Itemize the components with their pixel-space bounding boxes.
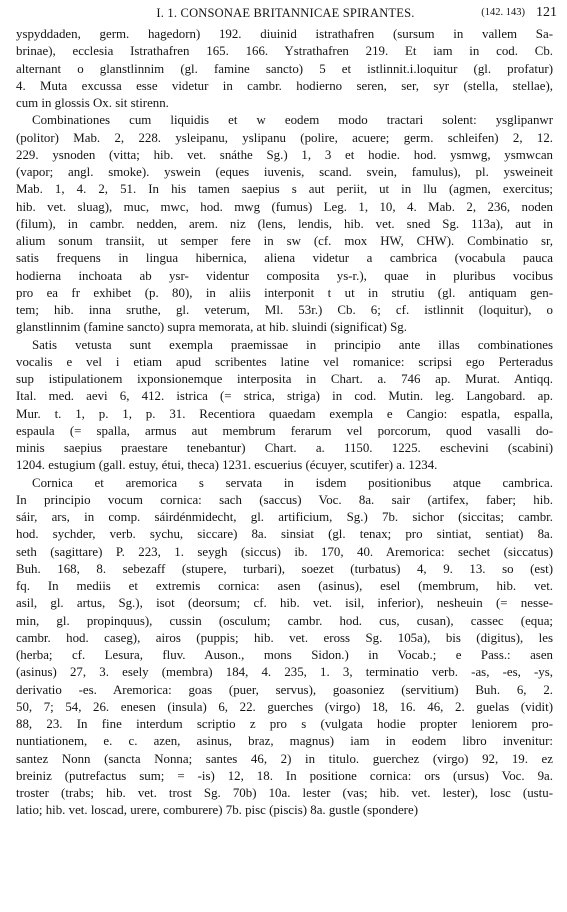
- text-line: glanstlinnim (famine sancto) supra memorata, at hib. sluindi (significat) Sg.: [16, 320, 407, 335]
- body-text: [16, 26, 553, 820]
- running-title: I. 1. CONSONAE BRITANNICAE SPIRANTES.: [156, 6, 415, 20]
- text-line: minis saepius praestare tenebantur) Chart. a. 1150. 1225. eschevini (scabini): [16, 441, 553, 455]
- text-line: nuntiationem, e. c. azen, asinus, braz, magnus) iam in eodem libro invenitur:: [16, 734, 553, 749]
- text-line: satis frequens in lingua hibernica, aliena videtur a cambrica (vocabula pauca: [16, 251, 553, 266]
- text-line: santez Nonn (sancta Nonna; santes 46, 2) in titulo. guerchez (virgo) 92, 19. ez: [16, 751, 553, 766]
- text-line: sup istipulationem ixponsionemque interposita in Chart. a. 746 ap. Murat. Antiqq.: [16, 372, 553, 386]
- text-line: Satis vetusta sunt exempla praemissae in principio ante illas combinationes: [32, 337, 553, 352]
- text-line: sáir, ars, in comp. sáirdénmidecht, gl. artificium, Sg.) 7b. sichor (siccitas; cambr.: [16, 510, 553, 524]
- page-number: 121: [536, 5, 557, 20]
- text-line: Buh. 168, 8. sebezaff (stupere, turbari), soezet (turbatus) 4, 9. 13. so (est): [16, 561, 553, 576]
- text-line: brinae), ecclesia Istrathafren 165. 166. Ystrathafren 219. Et iam in cod. Cb.: [16, 44, 553, 59]
- text-line: breiniz (putrefactus sum; = -is) 12, 18. In positione cornica: ors (ursus) Voc. 9a.: [16, 768, 553, 783]
- text-line: cum in glossis Ox. sit stirenn.: [16, 96, 169, 110]
- text-line: alternant o glanstlinnim (gl. famine sancto) 5 et istlinnit.i.loquitur (gl. profatur): [16, 61, 553, 76]
- text-line: vocalis e vel i etiam apud scribentes latine vel romanice: scripsi ego Perteradus: [16, 354, 553, 369]
- text-line: hod. sychder, verb. sychu, siccare) 8a. sinsiat (gl. tenax; pro sintiat, sentiat) 8a.: [16, 527, 553, 542]
- text-line: (herba; cf. Lesura, fluv. Auson., mons Sidon.) in Vocab.; e Pass.: asen: [16, 648, 553, 662]
- text-line: min, gl. propinquus), cussin (osculum; cambr. hod. cus, cusan), cassec (equa;: [16, 613, 553, 628]
- text-line: asil, gl. artus, Sg.), isot (deorsum; cf. hib. vet. isil, inferior), nesheuin (= nesse-: [16, 596, 553, 611]
- text-line: (vapor; angl. smoke). yswein (eques iuvenis, scand. svein, famulus), pl. ysweineit: [16, 165, 553, 179]
- text-line: 229. ysnoden (vitta; hib. vet. snáthe Sg.) 1, 3 et hodie. hod. ysmwg, ysmwcan: [16, 147, 553, 162]
- text-line: troster (trabs; hib. vet. trost Sg. 70b) 10a. lester (vas; hib. vet. lester), losc (ustu-: [16, 786, 553, 800]
- text-line: espaula (= spalla, armus aut membrum ferarum vel porcorum, quod vasalli do-: [16, 423, 553, 438]
- text-line: (filum), in cambr. nedden, arem. niz (lens, lendis, hib. vet. sned Sg. 113a), aut in: [16, 216, 553, 231]
- text-line: cambr. hod. caseg), airos (puppis; hib. vet. eross Sg. 105a), bis (digitus), les: [16, 630, 553, 645]
- text-line: pro ea fr exhibet (p. 80), in aliis interponit t ut in strutiu (gl. antiquam gen-: [16, 285, 553, 300]
- running-header: [14, 4, 557, 26]
- section-reference: (142. 143): [481, 7, 525, 18]
- text-line: Mur. t. 1, p. 1, p. 31. Recentiora quaedam exempla e Cangio: espatla, espalla,: [16, 406, 553, 421]
- text-line: 88, 23. In fine interdum scriptio z pro s (vulgata hodie propter leniorem pro-: [16, 717, 553, 731]
- text-line: hib. vet. sluag), muc, mwc, hod. mwg (fumus) Leg. 1, 10, 4. Mab. 2, 236, noden: [16, 199, 553, 214]
- text-line: Mab. 1, 4. 2, 51. In his tamen saepius s aut periit, ut in llu (agmen, exercitus;: [16, 182, 553, 197]
- text-line: tem; hib. inna sruthe, gl. veterum, Ml. 53r.) Cb. 6; cf. istlinnit (loquitur), o: [16, 303, 553, 317]
- text-line: latio; hib. vet. loscad, urere, comburere) 7b. pisc (piscis) 8a. gustle (spondere): [16, 803, 418, 818]
- text-line: 50, 7; 54, 26. enesen (insula) 6, 22. guerches (virgo) 18, 16. 46, 2. guelas (vidit): [16, 699, 553, 714]
- text-line: 4. Muta excussa esse videtur in cambr. hodierno seren, ser, syr (stella, stellae),: [16, 78, 553, 93]
- text-line: hodierna inchoata ab ysr- videntur composita ys-r.), quae in pluribus vocibus: [16, 268, 553, 283]
- text-line: Ital. med. aevi 6, 412. istrica (= strica, striga) in cod. Mutin. leg. Langobard. ap.: [16, 389, 553, 404]
- text-line: fq. In mediis et extremis cornica: asen (asinus), esel (membrum, hib. vet.: [16, 579, 553, 593]
- text-line: alium sonum transiit, ut semper fere in sw (cf. mox HW, CHW). Combinatio sr,: [16, 234, 553, 248]
- text-line: derivatio -es. Aremorica: goas (puer, servus), goasoniez (servitium) Buh. 6, 2.: [16, 682, 553, 697]
- text-line: Cornica et aremorica s servata in isdem positionibus atque cambrica.: [32, 475, 553, 490]
- text-line: yspyddaden, germ. hagedorn) 192. diuinid istrathafren (sursum in vallem Sa-: [16, 27, 553, 41]
- text-line: (politor) Mab. 2, 228. ysleipanu, yslipanu (polire, acuere; germ. schleifen) 2, 12.: [16, 130, 553, 145]
- text-line: In principio vocum cornica: sach (saccus) Voc. 8a. sair (artifex, faber; hib.: [16, 492, 553, 507]
- text-line: (asinus) 27, 3. esely (membra) 184, 4. 235, 1. 3, terminatio verb. -as, -es, -ys,: [16, 665, 553, 680]
- text-line: 1204. estugium (gall. estuy, étui, theca) 1231. escuerius (écuyer, scutifer) a. 1234.: [16, 458, 438, 473]
- text-line: seth (sagittare) P. 223, 1. seygh (siccus) ib. 170, 40. Aremorica: sechet (siccatus): [16, 544, 553, 559]
- text-line: Combinationes cum liquidis et w eodem modo tractari solent: ysglipanwr: [32, 113, 553, 128]
